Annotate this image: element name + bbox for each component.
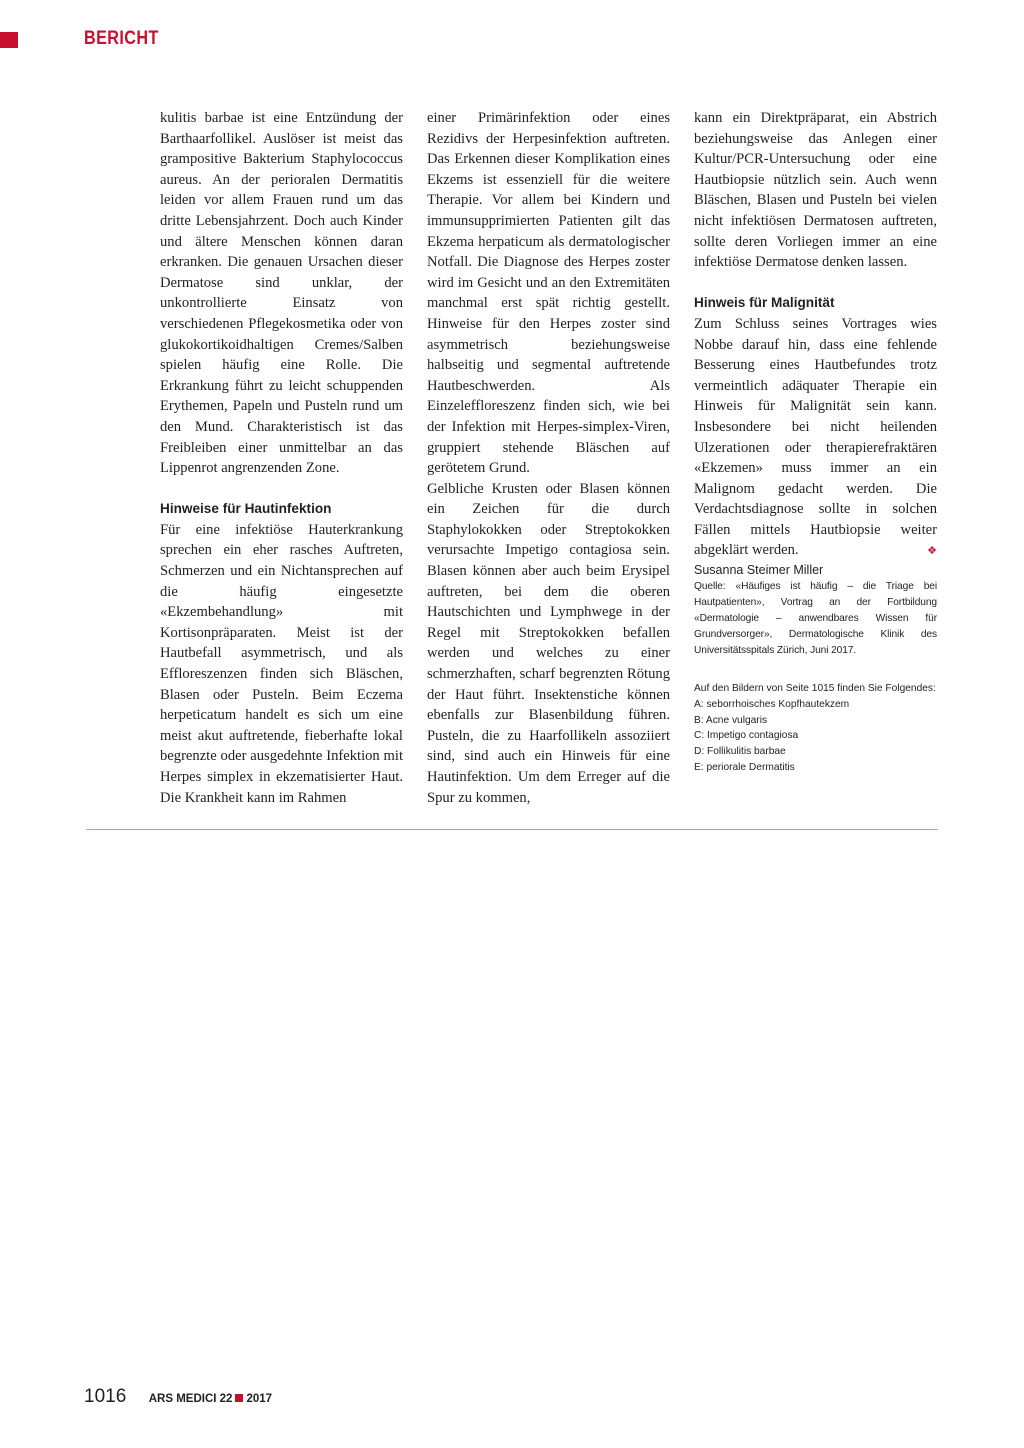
- paragraph: kann ein Direktpräparat, ein Abstrich beziehungsweise das Anlegen einer Kultur/PCR-Untersuchung oder eine Hautbiopsie nützlich sein. Auch wenn Bläschen, Blasen und Pusteln bei vielen nicht infektiösen Dermatosen auftreten, sollte deren Vorliegen immer an eine infektiöse Dermatose denken lassen.: [694, 110, 937, 271]
- end-of-article-icon: ❖: [927, 545, 937, 558]
- page-footer: [84, 1386, 272, 1408]
- subheading-malignitaet: Hinweis für Malignität: [694, 295, 835, 311]
- legend-item: D: Follikulitis barbae: [694, 746, 786, 758]
- paragraph: Für eine infektiöse Hauterkrankung sprechen ein eher rasches Auftreten, Schmerzen und ein Nichtansprechen auf die häufig eingesetzte «Ekzembehandlung» mit Kortisonpräparaten. Meist ist der Hautbefall asymmetrisch, und als Effloreszenzen finden sich Bläschen, Blasen oder Pusteln. Beim Eczema herpeticatum handelt es sich um eine meist akut auftretende, fieberhafte lokal begrenzte oder ausgedehnte Infektion mit Herpes simplex in ekzematisierter Haut. Die Krankheit kann im Rahmen: [160, 521, 403, 806]
- paragraph-text: Zum Schluss seines Vortrages wies Nobbe darauf hin, dass eine fehlende Besserung eines Hautbefundes trotz vermeintlich adäquater Therapie ein Hinweis für Malignität sein kann. Insbesondere bei nicht heilenden Ulzerationen oder therapierefraktären «Ekzemen» muss immer an ein Malignom gedacht werden. Die Verdachtsdiagnose sollte in solchen Fällen mittels Hautbiopsie weiter abgeklärt werden.: [694, 315, 937, 559]
- section-marker: [0, 32, 18, 48]
- author-byline: Susanna Steimer Miller: [694, 563, 824, 578]
- page-number: 1016: [84, 1386, 127, 1407]
- paragraph: kulitis barbae ist eine Entzündung der Barthaarfollikel. Auslöser ist meist das grampositive Bakterium Staphylococcus aureus. An der perioralen Dermatitis leiden vor allem Frauen rund um das dritte Lebensjahrzent. Doch auch Kinder und ältere Menschen können daran erkranken. Die genauen Ursachen dieser Dermatose sind unklar, der unkontrollierte Einsatz von verschiedenen Pflegekosmetika oder von glukokortikoidhaltigen Cremes/Salben spielen häufig eine Rolle. Die Erkrankung führt zu leicht schuppenden Erythemen, Papeln und Pusteln rund um den Mund. Charakteristisch ist das Freibleiben einer unmittelbar an das Lippenrot angrenzenden Zone.: [160, 110, 403, 477]
- article-column-2: [427, 108, 670, 808]
- journal-name: ARS MEDICI 22: [148, 1393, 233, 1405]
- subheading-hautinfektion: Hinweise für Hautinfektion: [160, 501, 332, 517]
- paragraph: einer Primärinfektion oder eines Rezidivs der Herpesinfektion auftreten. Das Erkennen dieser Komplikation eines Ekzems ist essenziell für die weitere Therapie. Vor allem bei Kindern und immunsupprimierten Patienten gilt das Ekzema herpaticum als dermatologischer Notfall. Die Diagnose des Herpes zoster wird im Gesicht und an den Extremitäten manchmal erst spät richtig gestellt. Hinweise für den Herpes zoster sind asymmetrisch beziehungsweise halbseitig und segmental auftretende Hautbeschwerden. Als Einzeleffloreszenz finden sich, wie bei der Infektion mit Herpes-simplex-Viren, gruppiert stehende Bläschen auf gerötetem Grund.: [427, 110, 670, 477]
- legend-item: B: Acne vulgaris: [694, 714, 768, 726]
- legend-intro: Auf den Bildern von Seite 1015 finden Sie Folgendes:: [694, 683, 936, 695]
- section-label: BERICHT: [84, 28, 159, 49]
- image-legend: [694, 681, 937, 776]
- article-column-1: [160, 108, 403, 808]
- legend-item: E: periorale Dermatitis: [694, 762, 795, 774]
- separator-square-icon: [235, 1394, 243, 1402]
- paragraph: [694, 314, 937, 561]
- divider-rule: [86, 829, 938, 830]
- journal-issue: [149, 1393, 272, 1405]
- legend-item: A: seborrhoisches Kopfhautekzem: [694, 698, 850, 710]
- journal-year: 2017: [246, 1393, 273, 1405]
- paragraph: Gelbliche Krusten oder Blasen können ein Zeichen für die durch Staphylokokken oder Streptokokken verursachte Impetigo contagiosa sein. Blasen können aber auch beim Erysipel auftreten, bei dem die oberen Hautschichten und Lymphwege in der Regel mit Streptokokken befallen werden und welches zu einer schmerzhaften, scharf begrenzten Rötung der Haut führt. Insektenstiche können ebenfalls zur Blasenbildung führen. Pusteln, die zu Haarfollikeln assoziiert sind, sind auch ein Hinweis für eine Hautinfektion. Um dem Erreger auf die Spur zu kommen,: [427, 480, 670, 806]
- source-note: Quelle: «Häufiges ist häufig – die Triage bei Hautpatienten», Vortrag an der Fortbildung «Dermatologie – anwendbares Wissen für Grundversorger», Dermatologische Klinik des Universitätsspitals Zürich, Juni 2017.: [694, 581, 937, 657]
- legend-item: C: Impetigo contagiosa: [694, 730, 799, 742]
- article-column-3: [694, 108, 937, 776]
